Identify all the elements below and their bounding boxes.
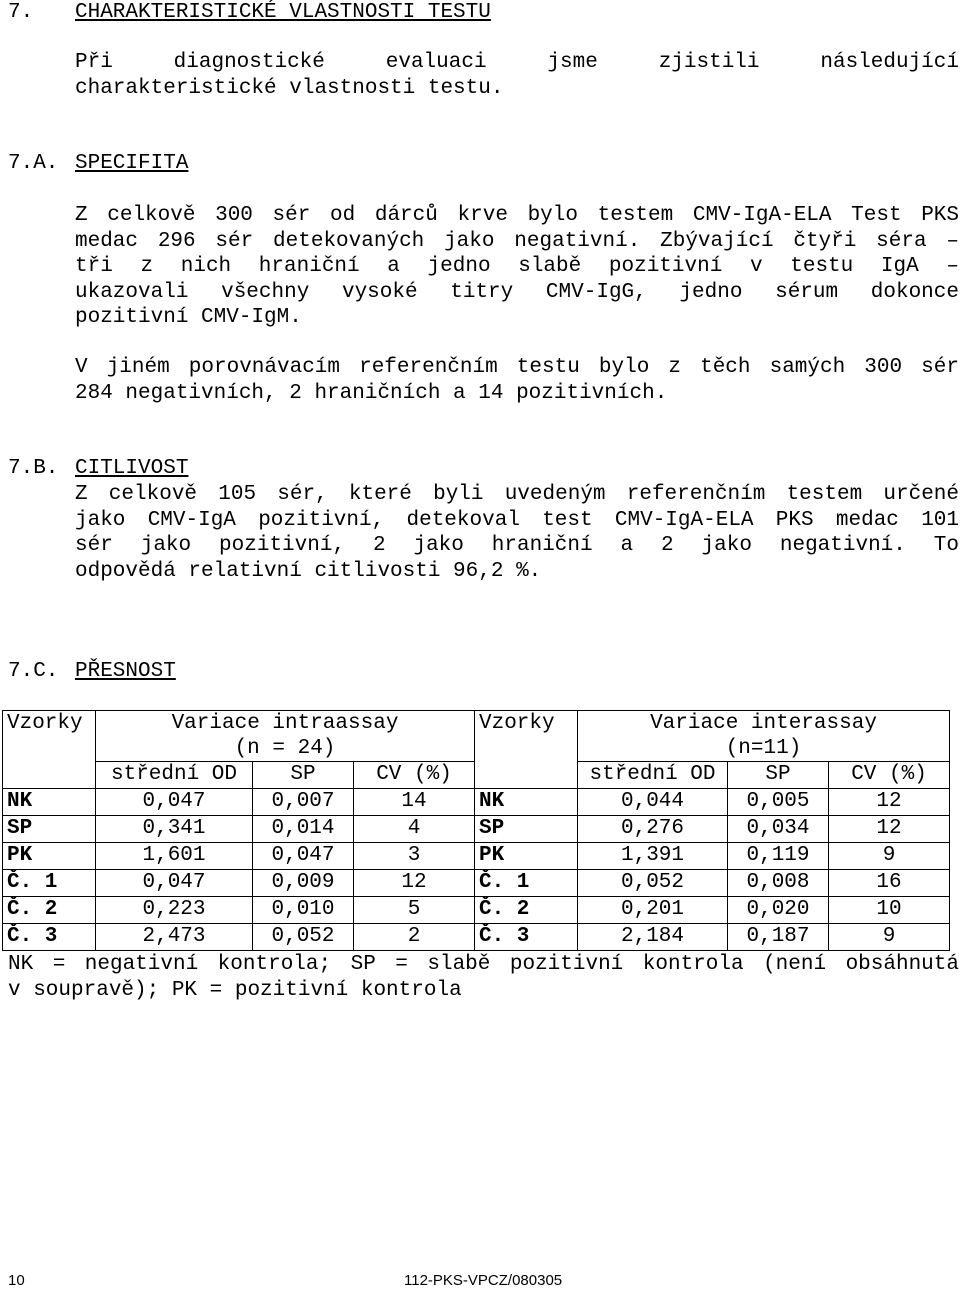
section-7b-title: CITLIVOST [75,457,189,480]
text-line: 284 negativních, 2 hraničních a 14 pozitivních. [75,381,668,405]
left-sd-cell: 0,014 [253,816,354,843]
left-mean-cell: 1,601 [96,843,253,870]
document-code: 112-PKS-VPCZ/080305 [404,1272,563,1289]
left-cv-cell: 2 [354,924,475,951]
table-row [3,870,950,897]
right-sd-cell: 0,034 [728,816,829,843]
right-mean-cell: 2,184 [578,924,728,951]
right-title-cell [578,711,950,762]
left-sample-cell: NK [3,789,96,816]
section-7a-title: SPECIFITA [75,152,189,175]
right-mean-cell: 0,201 [578,897,728,924]
right-sample-cell: Č. 2 [475,897,578,924]
left-mean-cell: 2,473 [96,924,253,951]
left-sd-cell: 0,010 [253,897,354,924]
table-row [3,816,950,843]
text-line: medac 296 sér detekovaných jako negativní. Zbývající čtyři séra – [75,229,959,253]
right-sd-cell: 0,187 [728,924,829,951]
left-sample-cell: SP [3,816,96,843]
left-mean-cell: 0,341 [96,816,253,843]
right-col-sd: SP [728,762,829,789]
left-sample-cell: Č. 2 [3,897,96,924]
right-cv-cell: 10 [829,897,950,924]
left-mean-cell: 0,223 [96,897,253,924]
left-sample-cell: PK [3,843,96,870]
right-sample-cell: NK [475,789,578,816]
left-cv-cell: 4 [354,816,475,843]
section-7b-paragraph [75,482,959,584]
text-line: NK = negativní kontrola; SP = slabě pozitivní kontrola (není obsáhnutá [8,953,959,976]
right-sample-cell: SP [475,816,578,843]
left-col-mean: střední OD [96,762,253,789]
interassay-title: Variace interassay [650,712,877,735]
section-7a-paragraph-1 [75,203,959,331]
section-7a-paragraph-2 [75,355,959,406]
right-mean-cell: 1,391 [578,843,728,870]
intraassay-n: (n = 24) [234,737,336,760]
text-line: Z celkově 300 sér od dárců krve bylo testem CMV-IgA-ELA Test PKS [75,204,959,227]
right-mean-cell: 0,044 [578,789,728,816]
left-cv-cell: 14 [354,789,475,816]
left-samples-header: Vzorky [3,711,96,762]
right-sd-cell: 0,008 [728,870,829,897]
left-sd-cell: 0,052 [253,924,354,951]
table-row [3,924,950,951]
left-cv-cell: 3 [354,843,475,870]
table-subheader-row [3,762,950,789]
right-cv-cell: 9 [829,924,950,951]
precision-table [2,710,950,951]
right-sd-cell: 0,005 [728,789,829,816]
right-samples-spacer [475,762,578,789]
abbreviation-note [8,952,959,1003]
left-title-cell [96,711,475,762]
intraassay-title: Variace intraassay [171,712,399,735]
text-line: odpovědá relativní citlivosti 96,2 %. [75,559,542,583]
section-7a-number: 7.A. [8,152,59,175]
right-sd-cell: 0,119 [728,843,829,870]
left-sd-cell: 0,047 [253,843,354,870]
page-number: 10 [8,1272,25,1289]
table-header-row [3,711,950,762]
right-cv-cell: 9 [829,843,950,870]
right-sample-cell: Č. 1 [475,870,578,897]
right-col-cv: CV (%) [829,762,950,789]
left-cv-cell: 5 [354,897,475,924]
right-sample-cell: Č. 3 [475,924,578,951]
text-line: charakteristické vlastnosti testu. [75,76,504,100]
left-samples-spacer [3,762,96,789]
text-line: ukazovali všechny vysoké titry CMV-IgG, jedno sérum dokonce [75,280,959,304]
section-7-title: CHARAKTERISTICKÉ VLASTNOSTI TESTU [75,1,491,24]
text-line: V jiném porovnávacím referenčním testu bylo z těch samých 300 sér [75,356,959,379]
right-mean-cell: 0,052 [578,870,728,897]
table-row [3,789,950,816]
section-7c-number: 7.C. [8,660,59,683]
left-mean-cell: 0,047 [96,789,253,816]
text-line: Při diagnostické evaluaci jsme zjistili následující [75,51,959,74]
left-cv-cell: 12 [354,870,475,897]
right-col-mean: střední OD [578,762,728,789]
left-mean-cell: 0,047 [96,870,253,897]
right-sd-cell: 0,020 [728,897,829,924]
section-7-number: 7. [8,1,34,24]
text-line: sér jako pozitivní, 2 jako hraniční a 2 jako negativní. To [75,534,959,557]
table-row [3,897,950,924]
section-7b-number: 7.B. [8,457,59,480]
left-sd-cell: 0,007 [253,789,354,816]
table-body [3,789,950,951]
table-row [3,843,950,870]
left-col-sd: SP [253,762,354,789]
right-cv-cell: 16 [829,870,950,897]
text-line: Z celkově 105 sér, které byli uvedeným referenčním testem určené [75,483,959,506]
right-cv-cell: 12 [829,816,950,843]
interassay-n: (n=11) [725,737,802,760]
left-sd-cell: 0,009 [253,870,354,897]
section-7-intro [75,50,959,101]
section-7c-title: PŘESNOST [75,660,176,683]
right-sample-cell: PK [475,843,578,870]
text-line: v soupravě); PK = pozitivní kontrola [8,978,462,1002]
text-line: tři z nich hraniční a jedno slabě pozitivní v testu IgA – [75,255,959,278]
left-sample-cell: Č. 1 [3,870,96,897]
right-cv-cell: 12 [829,789,950,816]
right-samples-header: Vzorky [475,711,578,762]
left-col-cv: CV (%) [354,762,475,789]
text-line: jako CMV-IgA pozitivní, detekoval test CMV-IgA-ELA PKS medac 101 [75,508,959,532]
text-line: pozitivní CMV-IgM. [75,306,302,329]
left-sample-cell: Č. 3 [3,924,96,951]
right-mean-cell: 0,276 [578,816,728,843]
